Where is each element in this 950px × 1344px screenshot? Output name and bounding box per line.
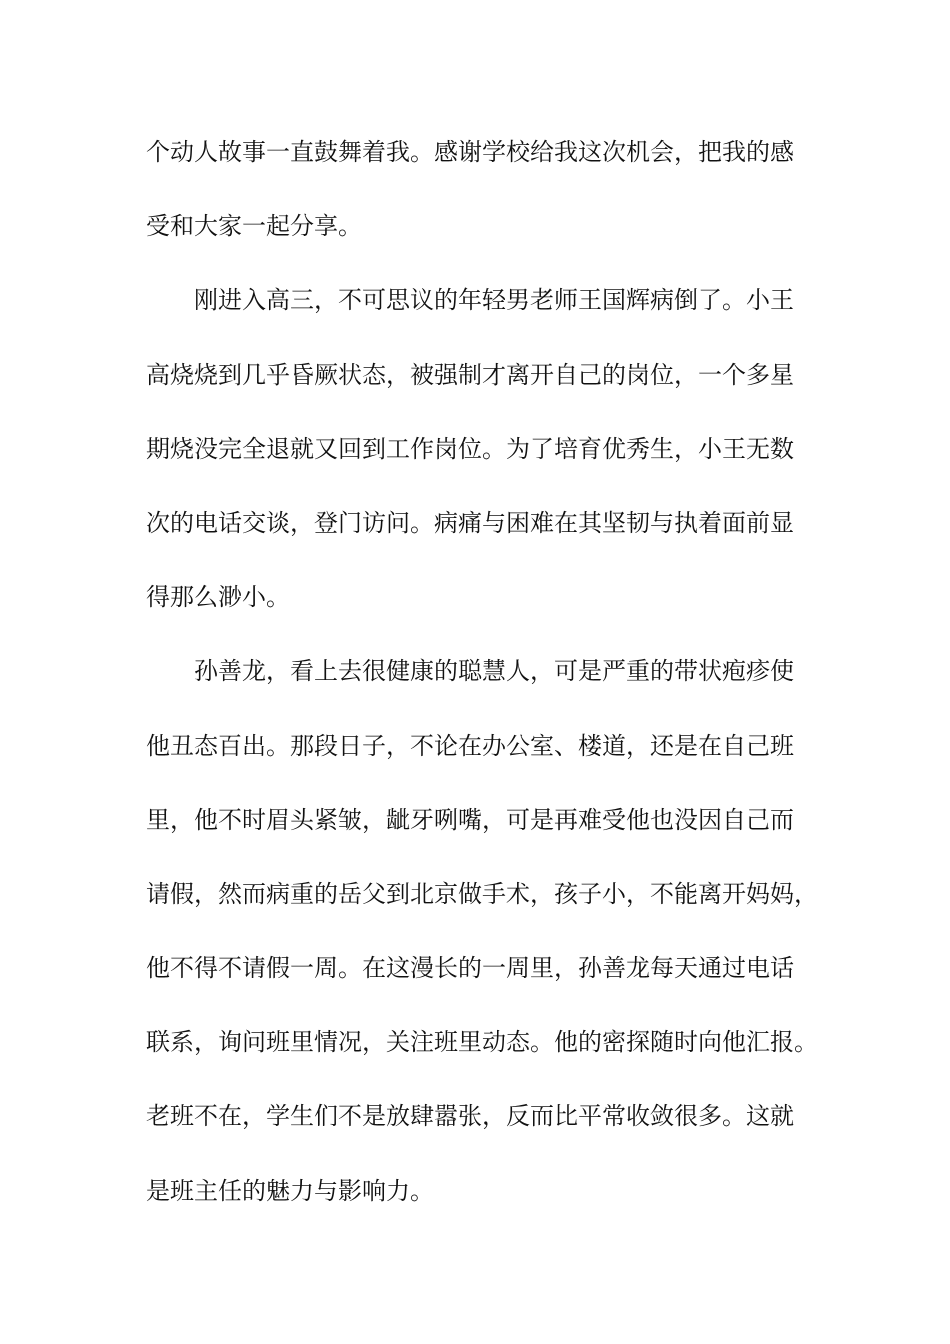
text-line: 请假，然而病重的岳父到北京做手术，孩子小，不能离开妈妈， bbox=[146, 879, 818, 908]
text-line: 里，他不时眉头紧皱，龇牙咧嘴，可是再难受他也没因自己而 bbox=[146, 805, 794, 834]
text-line: 他丑态百出。那段日子，不论在办公室、楼道，还是在自己班 bbox=[146, 731, 794, 760]
text-line: 次的电话交谈，登门访问。病痛与困难在其坚韧与执着面前显 bbox=[146, 508, 794, 537]
text-line: 刚进入高三，不可思议的年轻男老师王国辉病倒了。小王 bbox=[146, 286, 794, 315]
text-line: 是班主任的魅力与影响力。 bbox=[146, 1176, 434, 1205]
text-line: 受和大家一起分享。 bbox=[146, 212, 362, 241]
body-text bbox=[146, 127, 836, 1240]
text-line: 他不得不请假一周。在这漫长的一周里，孙善龙每天通过电话 bbox=[146, 954, 794, 983]
text-line: 期烧没完全退就又回到工作岗位。为了培育优秀生，小王无数 bbox=[146, 434, 794, 463]
text-line: 高烧烧到几乎昏厥状态，被强制才离开自己的岗位，一个多星 bbox=[146, 360, 794, 389]
text-line: 联系，询问班里情况，关注班里动态。他的密探随时向他汇报。 bbox=[146, 1028, 818, 1057]
text-line: 得那么渺小。 bbox=[146, 583, 290, 612]
text-line: 个动人故事一直鼓舞着我。感谢学校给我这次机会，把我的感 bbox=[146, 138, 794, 166]
text-line: 孙善龙，看上去很健康的聪慧人，可是严重的带状疱疹使 bbox=[146, 657, 794, 686]
text-line: 老班不在，学生们不是放肆嚣张，反而比平常收敛很多。这就 bbox=[146, 1102, 794, 1131]
